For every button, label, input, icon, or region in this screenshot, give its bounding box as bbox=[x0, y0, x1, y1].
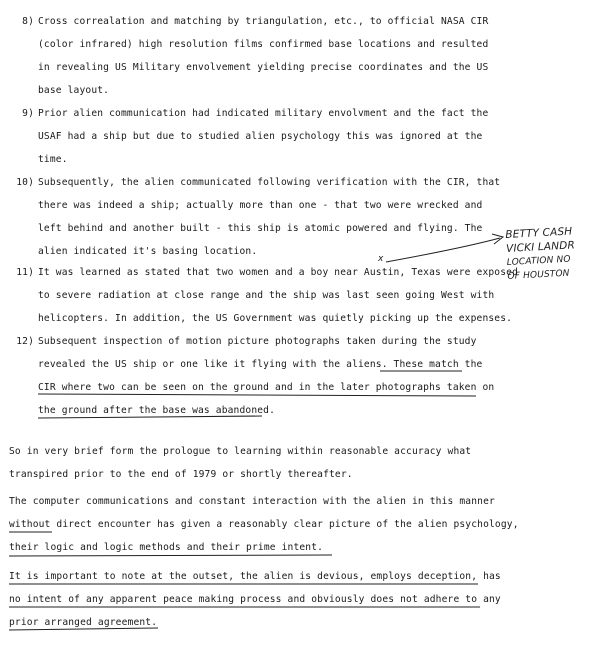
paragraph-line: without direct encounter has given a reasonably clear picture of the alien psychology, bbox=[9, 519, 519, 530]
item-line: left behind and another built - this ship is atomic powered and flying. The bbox=[38, 223, 483, 234]
paragraph-line: no intent of any apparent peace making process and obviously does not adhere to any bbox=[9, 594, 501, 605]
handwritten-line: VICKI LANDR bbox=[505, 239, 576, 255]
item-line: revealed the US ship or one like it flying with the aliens. These match the bbox=[38, 359, 483, 370]
underline-mark bbox=[9, 628, 158, 630]
item-line: (color infrared) high resolution films confirmed base locations and resulted bbox=[38, 39, 489, 50]
margin-x-mark: x bbox=[378, 254, 384, 264]
item-number: 10) bbox=[16, 177, 34, 188]
arrow-line bbox=[386, 238, 500, 262]
paragraph-line: transpired prior to the end of 1979 or shortly thereafter. bbox=[9, 469, 353, 480]
paragraph-line: prior arranged agreement. bbox=[9, 617, 158, 628]
item-number: 11) bbox=[16, 267, 34, 278]
item-line: in revealing US Military envolvement yielding precise coordinates and the US bbox=[38, 62, 489, 73]
item-line: helicopters. In addition, the US Government was quietly picking up the expenses. bbox=[38, 313, 513, 324]
item-line: to severe radiation at close range and the ship was last seen going West with bbox=[38, 290, 495, 301]
item-line: USAF had a ship but due to studied alien psychology this was ignored at the bbox=[38, 131, 483, 142]
paragraph-line: It is important to note at the outset, the alien is devious, employs deception, has bbox=[9, 571, 501, 582]
underline-mark bbox=[38, 394, 476, 396]
item-line: CIR where two can be seen on the ground and in the later photographs taken on bbox=[38, 382, 495, 393]
handwritten-line: BETTY CASH bbox=[505, 225, 573, 241]
item-number: 8) bbox=[22, 16, 34, 27]
handwritten-line: OF HOUSTON bbox=[507, 268, 570, 282]
underline-mark bbox=[9, 555, 332, 556]
item-line: time. bbox=[38, 154, 68, 165]
item-line: alien indicated it's basing location. bbox=[38, 246, 258, 257]
item-line: Prior alien communication had indicated military envolvment and the fact the bbox=[38, 108, 489, 119]
item-line: It was learned as stated that two women and a boy near Austin, Texas were exposed bbox=[38, 267, 518, 278]
paragraph-line: So in very brief form the prologue to learning within reasonable accuracy what bbox=[9, 446, 472, 457]
item-line: Cross correalation and matching by triangulation, etc., to official NASA CIR bbox=[38, 16, 489, 27]
item-number: 9) bbox=[22, 108, 34, 119]
item-line: Subsequent inspection of motion picture photographs taken during the study bbox=[38, 336, 477, 347]
item-line: there was indeed a ship; actually more than one - that two were wrecked and bbox=[38, 200, 483, 211]
item-line: the ground after the base was abandoned. bbox=[38, 405, 276, 416]
handwritten-line: LOCATION NO bbox=[506, 254, 571, 268]
paragraph-line: The computer communications and constant interaction with the alien in this manner bbox=[9, 496, 495, 507]
item-line: base layout. bbox=[38, 85, 110, 96]
item-number: 12) bbox=[16, 336, 34, 347]
item-line: Subsequently, the alien communicated following verification with the CIR, that bbox=[38, 177, 501, 188]
paragraph-line: their logic and logic methods and their prime intent. bbox=[9, 542, 324, 553]
underline-mark bbox=[38, 416, 262, 418]
